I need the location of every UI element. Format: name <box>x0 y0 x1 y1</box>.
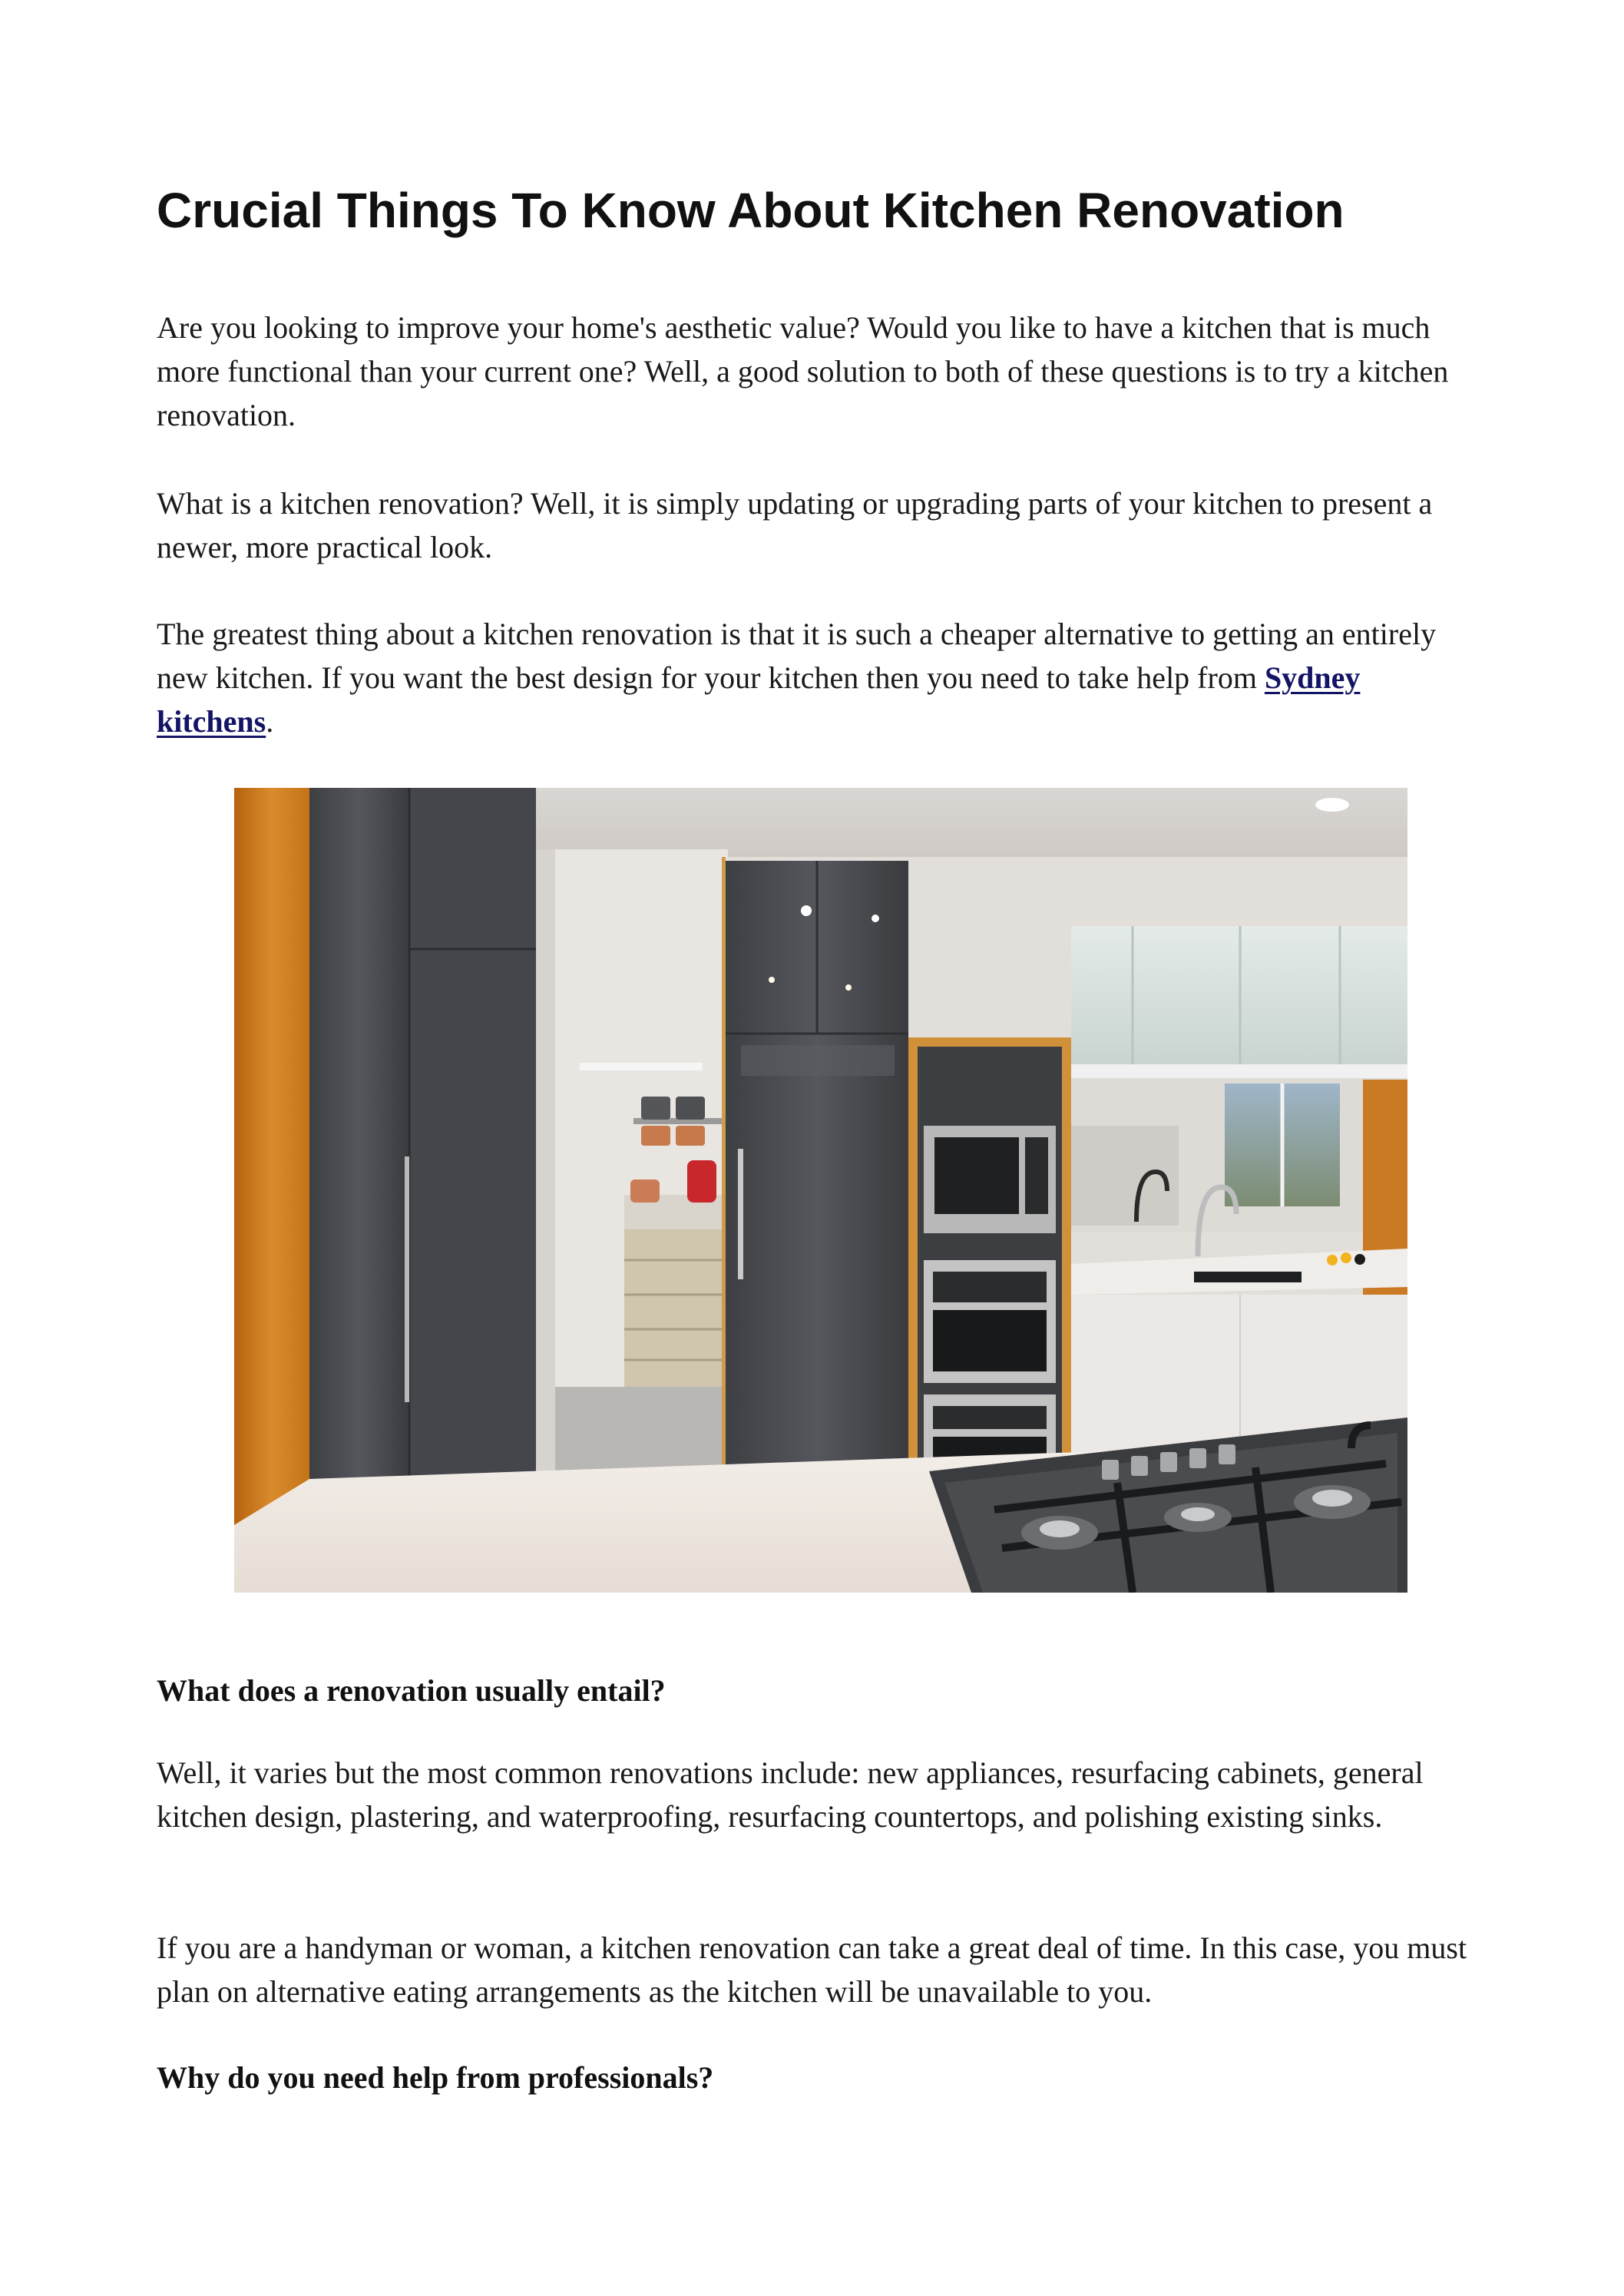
greatest-thing-paragraph <box>157 612 1477 743</box>
sydney-kitchens-link[interactable]: Sydney kitchens <box>157 660 1361 739</box>
renovation-entail-heading: What does a renovation usually entail? <box>157 1673 666 1708</box>
professionals-heading: Why do you need help from professionals? <box>157 2060 714 2095</box>
handyman-paragraph: If you are a handyman or woman, a kitchen renovation can take a great deal of time. In this case, you must plan on alternative eating arrangements as the kitchen will be unavailable to you. <box>157 1930 1467 2009</box>
kitchen-photo <box>234 788 1407 1593</box>
greatest-thing-text: The greatest thing about a kitchen renovation is that it is such a cheaper alternative to getting an entirely new kitchen. If you want the best design for your kitchen then you need to take help from <box>157 617 1437 695</box>
entail-paragraph: Well, it varies but the most common renovations include: new appliances, resurfacing cabinets, general kitchen design, plastering, and waterproofing, resurfacing countertops, and polishing existing sinks. <box>157 1755 1424 1834</box>
greatest-thing-period: . <box>266 704 274 739</box>
kitchen-photo-illustration <box>234 788 1407 1593</box>
page-title: Crucial Things To Know About Kitchen Renovation <box>157 183 1345 238</box>
definition-paragraph: What is a kitchen renovation? Well, it is simply updating or upgrading parts of your kitchen to present a newer, more practical look. <box>157 486 1433 564</box>
intro-paragraph: Are you looking to improve your home's aesthetic value? Would you like to have a kitchen that is much more functional than your current one? Well, a good solution to both of these questions is to try a kitchen renovation. <box>157 310 1449 432</box>
